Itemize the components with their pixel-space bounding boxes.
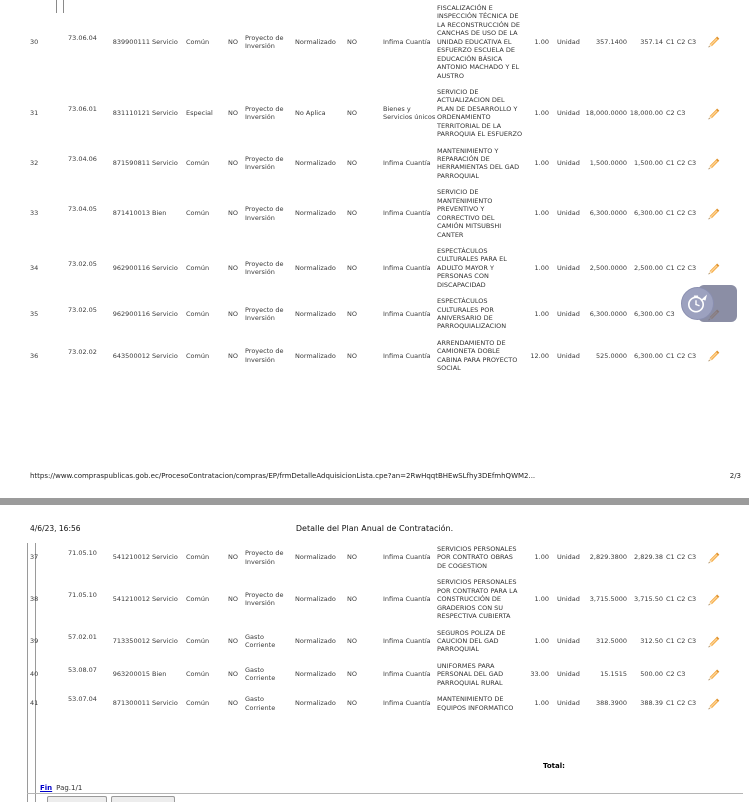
regime: Común [186, 351, 210, 360]
item-id: 831110121 [112, 109, 150, 118]
budget-code-text: 53.07.04 [68, 695, 97, 704]
table-row [0, 541, 749, 574]
unit-cost: 18,000.0000 [585, 109, 627, 118]
row-actions[interactable] [697, 106, 729, 121]
normalized-flag: Normalizado [295, 553, 336, 562]
flag-1: NO [228, 351, 238, 360]
flag-1: NO [228, 309, 238, 318]
unit: Unidad [557, 109, 580, 118]
edit-pencil-icon[interactable] [706, 634, 721, 649]
item-id: 541210012 [112, 553, 150, 562]
total-cost: 1,500.00 [634, 159, 663, 168]
procedure-type: Bienes y Servicios únicos [383, 104, 436, 122]
edit-pencil-icon[interactable] [706, 592, 721, 607]
item-id: 962900116 [112, 309, 150, 318]
fund-type: Gasto Corriente [245, 666, 276, 683]
page-title: Detalle del Plan Anual de Contratación. [295, 524, 454, 533]
unit: Unidad [557, 670, 580, 679]
row-number: 38 [30, 595, 39, 604]
unit: Unidad [557, 699, 580, 708]
print-footer-url: https://www.compraspublicas.gob.ec/ProcesoContratacion/compras/EP/frmDetalleAdquisicionLista.cpe?an=2RwHqqtBHEwSLfhy3DEfmhQWM2... [30, 472, 536, 480]
fund-type: Proyecto de Inversión [245, 33, 284, 50]
normalized-flag: Normalizado [295, 263, 336, 272]
row-actions[interactable] [697, 348, 729, 363]
unit: Unidad [557, 636, 580, 645]
edit-pencil-icon[interactable] [706, 261, 721, 276]
fund-type: Proyecto de Inversión [245, 205, 284, 222]
quantity: 1.00 [534, 37, 549, 46]
budget-code [54, 695, 100, 711]
procedure-type: Infima Cuantía [383, 309, 431, 318]
item-id: 871300011 [112, 699, 150, 708]
regime: Común [186, 636, 210, 645]
total-cost: 312.50 [640, 636, 663, 645]
quarters: C1 C2 C3 [666, 553, 697, 562]
flag-1: NO [228, 636, 238, 645]
edit-pencil-icon[interactable] [706, 34, 721, 49]
edit-pencil-icon[interactable] [706, 550, 721, 565]
regime: Común [186, 670, 210, 679]
flag-2: NO [347, 595, 357, 604]
quarters: C1 C2 C3 [666, 699, 697, 708]
quantity: 1.00 [534, 699, 549, 708]
regime: Común [186, 595, 210, 604]
budget-code-text: 73.06.01 [68, 105, 97, 114]
table-row [0, 691, 749, 716]
flag-1: NO [228, 263, 238, 272]
item-description: ARRENDAMIENTO DE CAMIONETA DOBLE CABINA PARA PROYECTO SOCIAL [437, 338, 518, 373]
unit-cost: 388.3900 [595, 699, 627, 708]
regime: Común [186, 309, 210, 318]
total-label: Total: [543, 762, 565, 770]
stopwatch-rocket-icon [684, 290, 711, 317]
total-cost: 388.39 [640, 699, 663, 708]
row-actions[interactable] [697, 34, 729, 49]
quarters: C1 C2 C3 [666, 37, 697, 46]
fund-type: Proyecto de Inversión [245, 259, 284, 277]
procedure-type: Infima Cuantía [383, 553, 431, 562]
quantity: 1.00 [534, 263, 549, 272]
pagination-row [40, 784, 82, 792]
item-id: 871590811 [112, 159, 150, 168]
quantity: 33.00 [530, 670, 549, 679]
unit-cost: 2,829.3800 [589, 553, 627, 562]
object-type: Servicio [152, 636, 178, 645]
budget-code-text: 73.02.05 [68, 259, 97, 268]
table-row [0, 243, 749, 293]
row-number: 37 [30, 553, 39, 562]
fund-type: Proyecto de Inversión [245, 590, 284, 608]
unit-cost: 15.1515 [600, 670, 627, 679]
row-actions[interactable] [697, 550, 729, 565]
total-cost: 2,829.38 [634, 553, 663, 562]
row-number: 41 [30, 699, 39, 708]
quantity: 12.00 [530, 351, 549, 360]
quantity: 1.00 [534, 209, 549, 218]
flag-1: NO [228, 109, 238, 118]
fund-type: Gasto Corriente [245, 695, 276, 712]
page-number: 2/3 [729, 472, 741, 480]
item-description: ESPECTÁCULOS CULTURALES PARA EL ADULTO MAYOR Y PERSONAS CON DISCAPACIDAD [437, 246, 507, 289]
flag-2: NO [347, 159, 357, 168]
item-description: SERVICIOS PERSONALES POR CONTRATO OBRAS DE COGESTION [437, 545, 517, 570]
edit-pencil-icon[interactable] [706, 667, 721, 682]
procedure-type: Infima Cuantía [383, 37, 431, 46]
edit-pencil-icon[interactable] [706, 696, 721, 711]
flag-2: NO [347, 553, 357, 562]
item-description: ESPECTÁCULOS CULTURALES POR ANIVERSARIO DE PARROQUIALIZACION [437, 297, 507, 331]
unit: Unidad [557, 263, 580, 272]
table-row [0, 0, 749, 84]
item-description: SEGUROS POLIZA DE CAUCION DEL GAD PARROQUIAL [437, 628, 506, 654]
table-row [0, 335, 749, 377]
quarters: C1 C2 C3 [666, 159, 697, 168]
flag-2: NO [347, 309, 357, 318]
item-id: 839900111 [112, 37, 150, 46]
item-description: MANTENIMIENTO Y REPARACIÓN DE HERRAMIENTAS DEL GAD PARROQUIAL [437, 146, 520, 180]
normalized-flag: Normalizado [295, 209, 336, 218]
procedure-type: Infima Cuantía [383, 595, 431, 604]
row-actions[interactable] [697, 206, 729, 221]
total-cost: 3,715.50 [634, 595, 663, 604]
total-cost: 357.14 [640, 37, 663, 46]
fin-link[interactable]: Fin [40, 784, 53, 792]
budget-code [54, 591, 100, 607]
unit: Unidad [557, 595, 580, 604]
pac-table-page1 [0, 0, 749, 377]
flag-1: NO [228, 37, 238, 46]
procedure-type: Infima Cuantía [383, 159, 431, 168]
budget-code [54, 34, 100, 50]
flag-2: NO [347, 699, 357, 708]
item-id: 962900116 [112, 263, 150, 272]
flag-2: NO [347, 351, 357, 360]
item-description: UNIFORMES PARA PERSONAL DEL GAD PARROQUIAL RURAL [437, 661, 504, 687]
flag-1: NO [228, 595, 238, 604]
budget-code-text: 73.04.06 [68, 155, 97, 164]
normalized-flag: No Aplica [295, 109, 326, 118]
budget-code-text: 53.08.07 [68, 666, 97, 675]
item-description: SERVICIOS PERSONALES POR CONTRATO PARA LA CONSTRUCCIÓN DE GRADERIOS CON SU RESPECTIVA CUBIERTA [437, 578, 518, 621]
table-row [0, 574, 749, 624]
regime: Común [186, 37, 210, 46]
unit-cost: 3,715.5000 [589, 595, 627, 604]
budget-code [54, 260, 100, 276]
object-type: Servicio [152, 699, 178, 708]
budget-code [54, 348, 100, 364]
object-type: Servicio [152, 351, 178, 360]
budget-code [54, 205, 100, 221]
total-cost: 6,300.00 [634, 309, 663, 318]
budget-code [54, 306, 100, 322]
fund-type: Proyecto de Inversión [245, 104, 284, 122]
row-actions[interactable] [697, 156, 729, 171]
unit: Unidad [557, 159, 580, 168]
edit-pencil-icon[interactable] [706, 206, 721, 221]
budget-code [54, 633, 100, 649]
object-type: Servicio [152, 37, 178, 46]
flag-2: NO [347, 636, 357, 645]
fund-type: Proyecto de Inversión [245, 549, 284, 566]
normalized-flag: Normalizado [295, 670, 336, 679]
regime: Común [186, 159, 210, 168]
flag-2: NO [347, 109, 357, 118]
quantity: 1.00 [534, 595, 549, 604]
print-header [0, 524, 749, 536]
regime: Común [186, 553, 210, 562]
quantity: 1.00 [534, 159, 549, 168]
normalized-flag: Normalizado [295, 699, 336, 708]
floating-widget-circle[interactable] [681, 287, 714, 320]
row-number: 34 [30, 263, 39, 272]
row-actions[interactable] [697, 592, 729, 607]
quantity: 1.00 [534, 553, 549, 562]
flag-1: NO [228, 553, 238, 562]
row-number: 39 [30, 636, 39, 645]
flag-1: NO [228, 670, 238, 679]
partial-button[interactable] [111, 796, 175, 802]
procedure-type: Infima Cuantía [383, 209, 431, 218]
budget-code [54, 666, 100, 682]
object-type: Bien [152, 209, 167, 218]
row-number: 33 [30, 209, 39, 218]
object-type: Servicio [152, 309, 178, 318]
quantity: 1.00 [534, 636, 549, 645]
budget-code-text: 57.02.01 [68, 632, 97, 641]
object-type: Servicio [152, 159, 178, 168]
total-cost: 2,500.00 [634, 263, 663, 272]
flag-1: NO [228, 159, 238, 168]
quarters: C2 C3 [666, 109, 686, 118]
object-type: Servicio [152, 553, 178, 562]
edit-pencil-icon[interactable] [706, 348, 721, 363]
row-actions[interactable] [697, 696, 729, 711]
edit-pencil-icon[interactable] [706, 156, 721, 171]
total-cost: 500.00 [640, 670, 663, 679]
item-id: 541210012 [112, 595, 150, 604]
procedure-type: Infima Cuantía [383, 670, 431, 679]
row-number: 32 [30, 159, 39, 168]
quantity: 1.00 [534, 309, 549, 318]
total-cost: 6,300.00 [634, 209, 663, 218]
partial-button[interactable] [47, 796, 107, 802]
budget-code-text: 73.02.05 [68, 305, 97, 314]
fund-type: Proyecto de Inversión [245, 305, 284, 322]
row-actions[interactable] [697, 261, 729, 276]
object-type: Bien [152, 670, 167, 679]
unit: Unidad [557, 351, 580, 360]
procedure-type: Infima Cuantía [383, 351, 431, 360]
row-actions[interactable] [697, 667, 729, 682]
item-id: 963200015 [112, 670, 150, 679]
total-cost: 18,000.00 [629, 109, 663, 118]
budget-code [54, 549, 100, 565]
row-number: 31 [30, 109, 39, 118]
unit-cost: 1,500.0000 [589, 159, 627, 168]
table-bottom-border [27, 793, 743, 794]
normalized-flag: Normalizado [295, 309, 336, 318]
regime: Común [186, 699, 210, 708]
table-row [0, 658, 749, 691]
table-row [0, 143, 749, 185]
floating-extension-button[interactable] [681, 284, 749, 324]
budget-code-text: 73.06.04 [68, 33, 97, 42]
unit-cost: 525.0000 [595, 351, 627, 360]
unit: Unidad [557, 37, 580, 46]
unit: Unidad [557, 553, 580, 562]
page-separator [0, 498, 749, 505]
total-cost: 6,300.00 [634, 351, 663, 360]
budget-code [54, 105, 100, 121]
unit-cost: 6,300.0000 [589, 309, 627, 318]
fund-type: Proyecto de Inversión [245, 347, 284, 364]
flag-2: NO [347, 209, 357, 218]
unit-cost: 312.5000 [595, 636, 627, 645]
flag-2: NO [347, 670, 357, 679]
object-type: Servicio [152, 263, 178, 272]
flag-2: NO [347, 37, 357, 46]
procedure-type: Infima Cuantía [383, 636, 431, 645]
fund-type: Gasto Corriente [245, 632, 276, 650]
normalized-flag: Normalizado [295, 37, 336, 46]
quarters: C1 C2 C3 [666, 351, 697, 360]
item-description: SERVICIO DE ACTUALIZACION DEL PLAN DE DESARROLLO Y ORDENAMIENTO TERRITORIAL DE LA PARROQUIA EL ESFUERZO [437, 87, 523, 139]
quarters: C1 C2 C3 [666, 263, 697, 272]
row-number: 30 [30, 37, 39, 46]
row-number: 36 [30, 351, 39, 360]
object-type: Servicio [152, 595, 178, 604]
normalized-flag: Normalizado [295, 595, 336, 604]
item-id: 871410013 [112, 209, 150, 218]
unit: Unidad [557, 209, 580, 218]
table-row [0, 184, 749, 243]
pagination-text: Pag.1/1 [56, 784, 83, 792]
flag-2: NO [347, 263, 357, 272]
row-number: 40 [30, 670, 39, 679]
row-number: 35 [30, 309, 39, 318]
normalized-flag: Normalizado [295, 636, 336, 645]
budget-code [54, 155, 100, 171]
regime: Común [186, 263, 210, 272]
item-id: 713350012 [112, 636, 150, 645]
flag-1: NO [228, 699, 238, 708]
table-row [0, 293, 749, 335]
regime: Común [186, 209, 210, 218]
procedure-type: Infima Cuantía [383, 699, 431, 708]
pac-table-page2 [0, 541, 749, 716]
item-description: SERVICIO DE MANTENIMIENTO PREVENTIVO Y CORRECTIVO DEL CAMIÓN MITSUBSHI CANTER [437, 188, 502, 239]
unit-cost: 6,300.0000 [589, 209, 627, 218]
procedure-type: Infima Cuantía [383, 263, 431, 272]
quarters: C1 C2 C3 [666, 595, 697, 604]
quarters: C1 C2 C3 [666, 209, 697, 218]
unit: Unidad [557, 309, 580, 318]
budget-code-text: 73.04.05 [68, 205, 97, 214]
table-row [0, 625, 749, 658]
print-footer [30, 472, 741, 480]
item-description: FISCALIZACIÓN E INSPECCIÓN TÉCNICA DE LA RECONSTRUCCIÓN DE CANCHAS DE USO DE LA UNIDAD EDUCATIVA EL ESFUERZO ESCUELA DE EDUCACIÓN BÁSICA ANTONIO MACHADO Y EL AUSTRO [437, 4, 520, 80]
quarters: C1 C2 C3 [666, 636, 697, 645]
row-actions[interactable] [697, 634, 729, 649]
edit-pencil-icon[interactable] [706, 106, 721, 121]
budget-code-text: 71.05.10 [68, 549, 97, 558]
normalized-flag: Normalizado [295, 351, 336, 360]
table-row [0, 84, 749, 143]
object-type: Servicio [152, 109, 178, 118]
item-description: MANTENIMIENTO DE EQUIPOS INFORMATICO [437, 695, 514, 712]
print-datetime: 4/6/23, 16:56 [30, 524, 81, 533]
item-id: 643500012 [112, 351, 150, 360]
flag-1: NO [228, 209, 238, 218]
fund-type: Proyecto de Inversión [245, 155, 284, 172]
budget-code-text: 73.02.02 [68, 347, 97, 356]
regime: Especial [186, 109, 213, 118]
quarters: C2 C3 [666, 670, 686, 679]
quantity: 1.00 [534, 109, 549, 118]
unit-cost: 357.1400 [595, 37, 627, 46]
normalized-flag: Normalizado [295, 159, 336, 168]
quarters: C3 [666, 309, 675, 318]
unit-cost: 2,500.0000 [589, 263, 627, 272]
budget-code-text: 71.05.10 [68, 591, 97, 600]
